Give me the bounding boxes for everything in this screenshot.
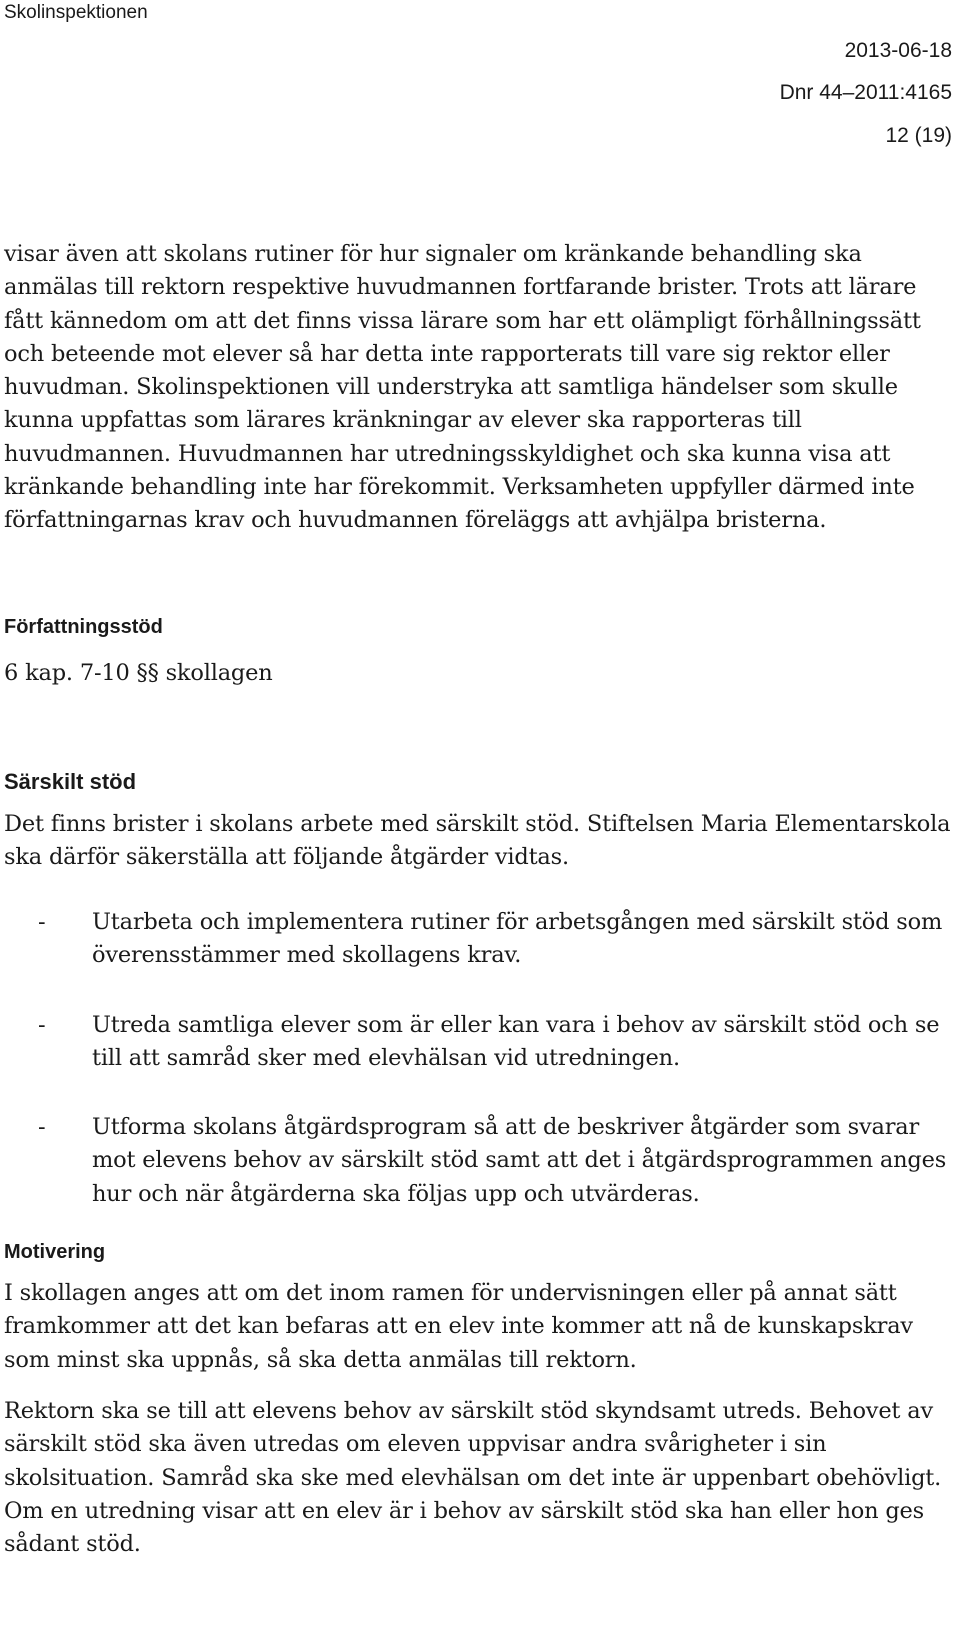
list-dash: - [38,1011,46,1038]
heading-motivation: Motivering [4,1241,106,1263]
list-dash: - [38,1114,46,1141]
list-item-text: Utarbeta och implementera rutiner för arbetsgången med särskilt stöd som överensstämmer med skollagens krav. [92,909,943,969]
paragraph-motivation-2: Rektorn ska se till att elevens behov av särskilt stöd skyndsamt utreds. Behovet av särskilt stöd ska även utredas om eleven uppvisar andra svårigheter i sin skolsituation. Samråd ska ske med elevhälsan om det inte är uppenbart obehövligt. Om en utredning visar att en elev är i behov av särskilt stöd ska han eller hon ges sådant stöd. [4,1398,942,1558]
organization-name: Skolinspektionen [4,2,148,23]
paragraph-harassment-routines: visar även att skolans rutiner för hur signaler om kränkande behandling ska anmälas till rektorn respektive huvudmannen fortfarande brister. Trots att lärare fått kännedom om att det finns vissa lärare som har ett olämpligt förhållningssätt och beteende mot elever så har detta inte rapporterats till vare sig rektor eller huvudman. Skolinspektionen vill understryka att samtliga händelser som skulle kunna uppfattas som lärares kränkningar av elever ska rapporteras till huvudmannen. Huvudmannen har utredningsskyldighet och ska kunna visa att kränkande behandling inte har förekommit. Verksamheten uppfyller därmed inte författningarnas krav och huvudmannen föreläggs att avhjälpa bristerna. [4,241,921,534]
list-item [4,1111,956,1211]
page-number: 12 (19) [885,124,952,147]
document-reference-number: Dnr 44–2011:4165 [779,81,952,104]
paragraph-motivation-1: I skollagen anges att om det inom ramen för undervisningen eller på annat sätt framkommer att det kan befaras att en elev inte kommer att nå de kunskapskrav som minst ska uppnås, så ska detta anmälas till rektorn. [4,1280,913,1373]
list-dash: - [38,909,46,935]
legal-reference: 6 kap. 7-10 §§ skollagen [4,660,273,686]
action-list [4,906,956,1247]
paragraph-special-support-intro: Det finns brister i skolans arbete med särskilt stöd. Stiftelsen Maria Elementarskola ska därför säkerställa att följande åtgärder vidtas. [4,811,951,871]
list-item-text: Utforma skolans åtgärdsprogram så att de beskriver åtgärder som svarar mot elevens behov av särskilt stöd samt att det i åtgärdsprogrammen anges hur och när åtgärderna ska följas upp och utvärderas. [92,1114,947,1207]
document-date: 2013-06-18 [844,39,952,62]
list-item [4,1009,956,1076]
list-item-text: Utreda samtliga elever som är eller kan vara i behov av särskilt stöd och se till att samråd sker med elevhälsan vid utredningen. [92,1011,940,1071]
heading-special-support: Särskilt stöd [4,769,137,794]
list-item [4,906,956,973]
heading-legal-support: Författningsstöd [4,616,163,638]
